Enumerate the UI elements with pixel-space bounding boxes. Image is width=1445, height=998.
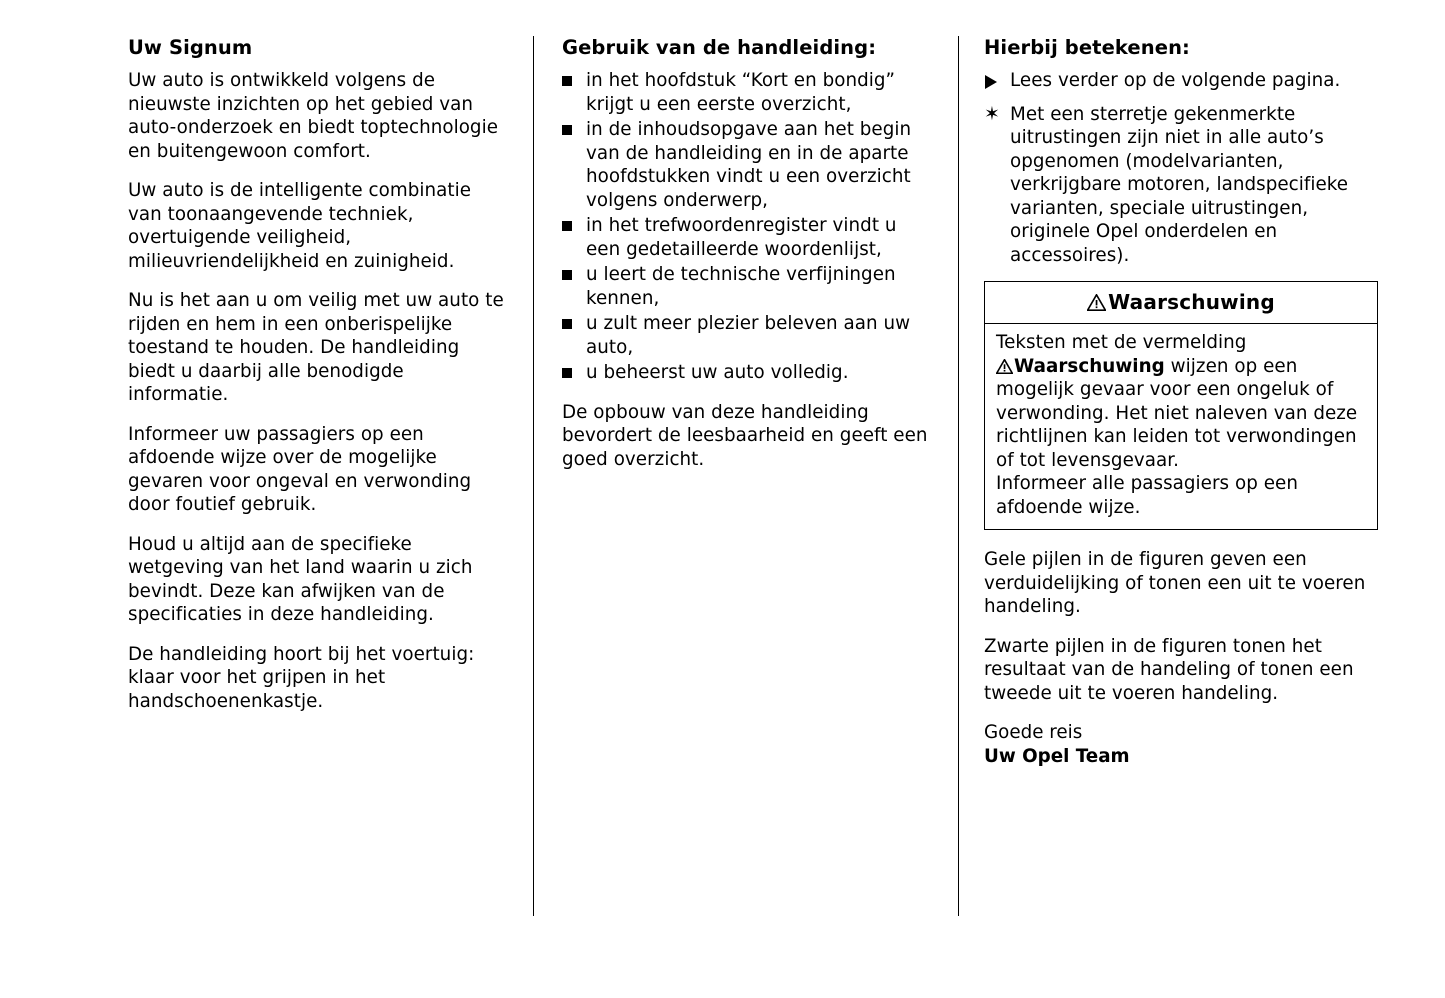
list-item-label: Met een sterretje gekenmerkte uitrustingen zijn niet in alle auto’s opgenomen (modelvarianten, verkrijgbare motoren, landspecifieke varianten, speciale uitrustingen, originele Opel onderdelen en accessoires). [1010,103,1349,266]
sign-off-line-1: Goede reis [984,722,1083,744]
paragraph: Zwarte pijlen in de figuren tonen het resultaat van de handeling of tonen een tweede uit te voeren handeling. [984,635,1354,704]
sign-off [984,721,1378,768]
square-bullet-icon [562,221,572,231]
warning-triangle-icon-small [996,357,1013,372]
paragraph: Uw auto is ontwikkeld volgens de nieuwste inzichten op het gebied van auto-onderzoek en biedt toptechnologie en buitengewoon comfort. [128,70,499,162]
page-columns [128,36,1378,916]
left-column [128,36,533,713]
paragraph: De handleiding hoort bij het voertuig: klaar voor het grijpen in het handschoenenkastje. [128,643,475,712]
list-item [562,69,936,116]
list-item [562,118,936,212]
paragraph: Gele pijlen in de figuren geven een verduidelijking of tonen een uit te voeren handeling. [984,549,1366,618]
right-column-heading: Hierbij betekenen: [984,36,1190,59]
triangle-right-icon [985,75,997,89]
list-item [984,103,1378,268]
warning-box-body [985,324,1377,529]
middle-column [533,36,958,916]
square-bullet-icon [562,76,572,86]
paragraph: De opbouw van deze handleiding bevordert de leesbaarheid en geeft een goed overzicht. [562,401,928,470]
warning-text-lead: Teksten met de vermelding [996,332,1247,354]
list-item [562,312,936,359]
square-bullet-icon [562,270,572,280]
inline-warning-label [996,356,1165,377]
list-item-label: in het hoofdstuk “Kort en bondig” krijgt u een eerste overzicht, [586,70,896,115]
paragraph: Houd u altijd aan de specifieke wetgeving van het land waarin u zich bevindt. Deze kan afwijken van de specificaties in deze handleiding. [128,533,473,626]
paragraph: Nu is het aan u om veilig met uw auto te rijden en hem in een onberispelijke toestand te houden. De handleiding biedt u daarbij alle benodigde informatie. [128,290,504,406]
list-item [562,361,936,385]
warning-box-title [985,282,1377,324]
list-item-label: u zult meer plezier beleven aan uw auto, [586,313,911,358]
warning-box-text [996,331,1366,472]
paragraph: Uw auto is de intelligente combinatie van toonaangevende techniek, overtuigende veiligheid, milieuvriendelijkheid en zuinigheid. [128,180,472,272]
warning-text-rest: wijzen op een mogelijk gevaar voor een ongeluk of verwonding. Het niet naleven van deze richtlijnen kan leiden tot verwondingen of tot levensgevaar. [996,355,1358,471]
square-bullet-icon [562,125,572,135]
symbol-legend-list [984,69,1378,267]
square-bullet-icon [562,319,572,329]
list-item-label: u beheerst uw auto volledig. [586,362,849,384]
warning-box-title-label: Waarschuwing [1108,290,1275,315]
warning-box-text-second: Informeer alle passagiers op een afdoende wijze. [996,473,1298,518]
asterisk-icon: ✶ [984,102,1000,125]
warning-triangle-icon [1087,294,1106,311]
list-item [562,214,936,261]
list-item-label: Lees verder op de volgende pagina. [1010,70,1341,92]
right-column [958,36,1378,916]
sign-off-line-2: Uw Opel Team [984,745,1130,767]
list-item-label: in de inhoudsopgave aan het begin van de handleiding en in de aparte hoofdstukken vindt u een overzicht volgens onderwerp, [586,119,912,211]
usage-bullet-list [562,69,936,385]
warning-box [984,281,1378,530]
list-item [984,69,1378,93]
list-item-label: u leert de technische verfijningen kennen, [586,264,896,309]
paragraph: Informeer uw passagiers op een afdoende wijze over de mogelijke gevaren voor ongeval en verwonding door foutief gebruik. [128,423,472,516]
list-item-label: in het trefwoordenregister vindt u een gedetailleerde woordenlijst, [586,215,897,260]
middle-column-heading: Gebruik van de handleiding: [562,36,877,59]
square-bullet-icon [562,368,572,378]
inline-warning-word: Waarschuwing [1014,355,1165,377]
left-column-heading: Uw Signum [128,36,253,59]
list-item [562,263,936,310]
